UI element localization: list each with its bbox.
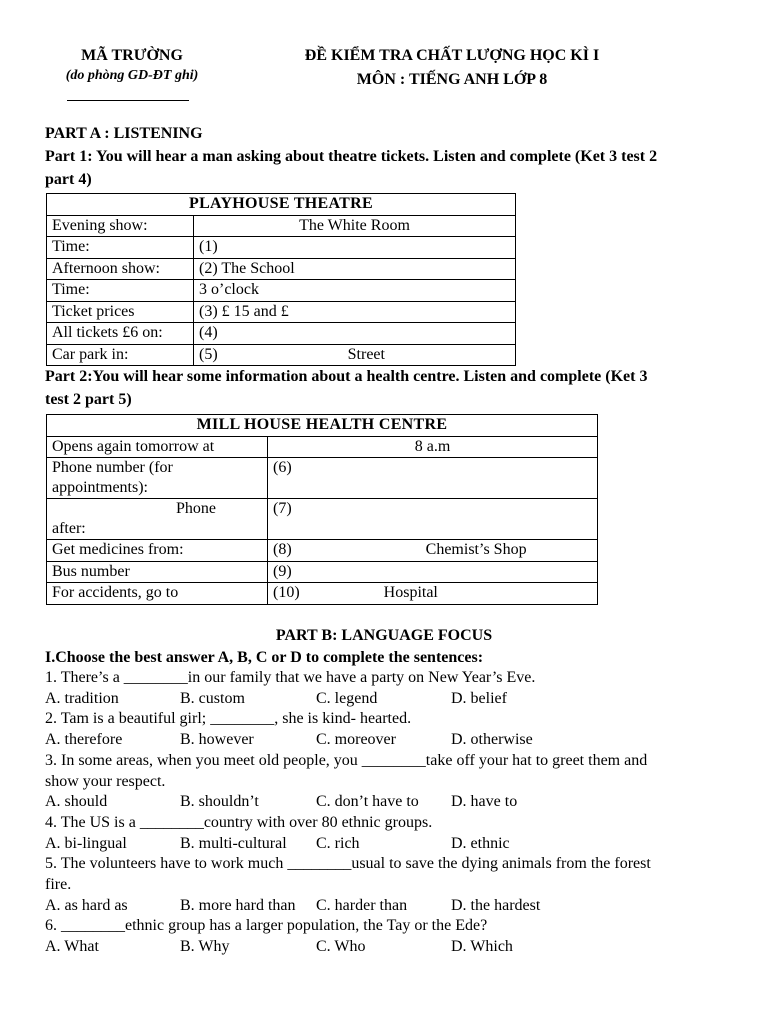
table1-value: 3 o’clock bbox=[194, 280, 516, 302]
answer-option: C. Who bbox=[316, 938, 366, 956]
answer-option: D. otherwise bbox=[451, 731, 533, 749]
playhouse-theatre-table bbox=[46, 193, 516, 366]
answer-option: C. moreover bbox=[316, 731, 396, 749]
answer-option: A. should bbox=[45, 793, 108, 811]
table1-label: Time: bbox=[47, 280, 194, 302]
table2-label: Opens again tomorrow at bbox=[47, 436, 268, 458]
table2-label-line1: Phone number (for bbox=[52, 459, 173, 476]
question-text: 3. In some areas, when you meet old people, you ________take off your hat to greet them and bbox=[45, 751, 648, 769]
question-text: 5. The volunteers have to work much ________usual to save the dying animals from the forest bbox=[45, 855, 651, 873]
table-row bbox=[47, 458, 598, 499]
answer-option: C. legend bbox=[316, 689, 378, 707]
table2-value bbox=[268, 540, 598, 562]
answer-option: B. however bbox=[180, 731, 254, 749]
part2-instruction-line1: Part 2:You will hear some information about a health centre. Listen and complete (Ket 3 bbox=[45, 368, 648, 385]
exam-title: ĐỀ KIỂM TRA CHẤT LƯỢNG HỌC KÌ I bbox=[304, 47, 600, 64]
answer-option: D. belief bbox=[451, 689, 507, 707]
table2-value: 8 a.m bbox=[268, 436, 598, 458]
answer-option: A. tradition bbox=[45, 689, 119, 707]
answer-number: (5) bbox=[199, 345, 218, 363]
answer-option: B. shouldn’t bbox=[180, 793, 259, 811]
answer-option: B. multi-cultural bbox=[180, 834, 287, 852]
part1-instruction-line1: Part 1: You will hear a man asking about theatre tickets. Listen and complete (Ket 3 test 2 bbox=[45, 148, 658, 165]
table-row bbox=[47, 583, 598, 605]
answer-option: C. harder than bbox=[316, 896, 408, 914]
table1-value: (3) £ 15 and £ bbox=[194, 301, 516, 323]
table2-value: (7) bbox=[268, 499, 598, 540]
answer-option: A. therefore bbox=[45, 731, 123, 749]
part-b-heading: PART B: LANGUAGE FOCUS bbox=[275, 627, 493, 644]
table2-label: Bus number bbox=[47, 561, 268, 583]
answer-option: A. bi-lingual bbox=[45, 834, 127, 852]
answer-number: (10) bbox=[273, 584, 300, 601]
table-row bbox=[47, 301, 516, 323]
table2-value: (6) bbox=[268, 458, 598, 499]
table-row bbox=[47, 280, 516, 302]
answer-option: D. have to bbox=[451, 793, 518, 811]
answer-suffix: Hospital bbox=[383, 584, 438, 601]
answer-suffix: Chemist’s Shop bbox=[425, 541, 527, 558]
table2-label: Get medicines from: bbox=[47, 540, 268, 562]
table2-label bbox=[47, 499, 268, 540]
answer-option: D. Which bbox=[451, 938, 513, 956]
answer-option: B. Why bbox=[180, 938, 230, 956]
question-text-continued: fire. bbox=[45, 876, 72, 893]
answer-option: A. What bbox=[45, 938, 99, 956]
answer-option: A. as hard as bbox=[45, 896, 128, 914]
table1-value: The White Room bbox=[194, 215, 516, 237]
table2-label: For accidents, go to bbox=[47, 583, 268, 605]
table2-value bbox=[268, 583, 598, 605]
school-code-note: (do phòng GD-ĐT ghi) bbox=[65, 68, 199, 83]
table-row bbox=[47, 561, 598, 583]
answer-option: D. ethnic bbox=[451, 834, 510, 852]
table1-label: Time: bbox=[47, 237, 194, 259]
table-row bbox=[47, 323, 516, 345]
table1-label: Afternoon show: bbox=[47, 258, 194, 280]
table1-value bbox=[194, 344, 516, 366]
answer-option: B. custom bbox=[180, 689, 245, 707]
answer-option: C. don’t have to bbox=[316, 793, 419, 811]
table2-value: (9) bbox=[268, 561, 598, 583]
table1-title: PLAYHOUSE THEATRE bbox=[47, 194, 516, 216]
table-row bbox=[47, 436, 598, 458]
school-code-label: MÃ TRƯỜNG bbox=[81, 47, 183, 64]
table-row bbox=[47, 499, 598, 540]
part1-instruction-line2: part 4) bbox=[45, 171, 92, 188]
part-a-heading: PART A : LISTENING bbox=[45, 125, 203, 142]
exam-subject: MÔN : TIẾNG ANH LỚP 8 bbox=[356, 71, 548, 88]
part-b-instruction: I.Choose the best answer A, B, C or D to complete the sentences: bbox=[45, 649, 484, 666]
table-row bbox=[47, 540, 598, 562]
table1-label: Ticket prices bbox=[47, 301, 194, 323]
answer-suffix: Street bbox=[347, 345, 385, 363]
question-text: 6. ________ethnic group has a larger population, the Tay or the Ede? bbox=[45, 917, 488, 935]
question-text: 2. Tam is a beautiful girl; ________, she is kind- hearted. bbox=[45, 710, 412, 728]
question-text: 1. There’s a ________in our family that we have a party on New Year’s Eve. bbox=[45, 669, 536, 686]
table2-label-line1: Phone bbox=[176, 500, 216, 517]
table2-label-line2: appointments): bbox=[52, 479, 148, 496]
answer-number: (8) bbox=[273, 541, 292, 558]
answer-option: C. rich bbox=[316, 834, 360, 852]
table2-label bbox=[47, 458, 268, 499]
table1-label: Evening show: bbox=[47, 215, 194, 237]
table-row bbox=[47, 258, 516, 280]
table1-value: (4) bbox=[194, 323, 516, 345]
question-text: 4. The US is a ________country with over 80 ethnic groups. bbox=[45, 813, 433, 831]
table-row bbox=[47, 237, 516, 259]
school-code-blank-line bbox=[67, 100, 189, 101]
part2-instruction-line2: test 2 part 5) bbox=[45, 391, 132, 408]
table-row bbox=[47, 344, 516, 366]
table1-value: (2) The School bbox=[194, 258, 516, 280]
table-row bbox=[47, 215, 516, 237]
question-text-continued: show your respect. bbox=[45, 772, 166, 790]
table1-label: All tickets £6 on: bbox=[47, 323, 194, 345]
table1-label: Car park in: bbox=[47, 344, 194, 366]
table2-label-line2: after: bbox=[52, 520, 86, 537]
answer-option: D. the hardest bbox=[451, 896, 541, 914]
table1-value: (1) bbox=[194, 237, 516, 259]
answer-option: B. more hard than bbox=[180, 896, 296, 914]
health-centre-table bbox=[46, 414, 598, 605]
table2-title: MILL HOUSE HEALTH CENTRE bbox=[47, 415, 598, 437]
